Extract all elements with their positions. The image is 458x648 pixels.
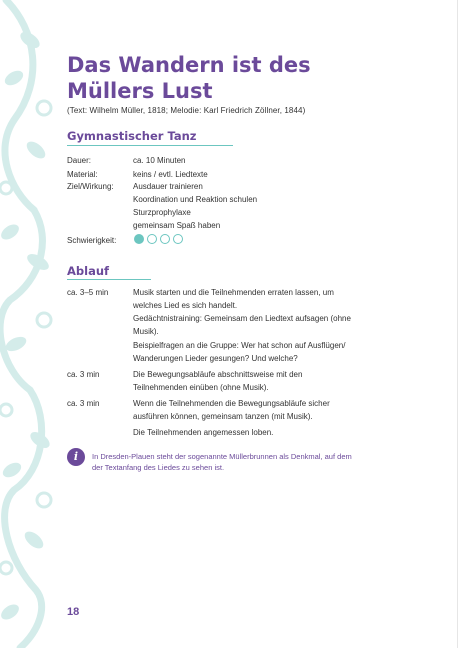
step-text-line: Die Teilnehmenden angemessen loben. — [133, 428, 274, 437]
info-value-goal-3: Sturzprophylaxe — [133, 208, 191, 217]
step-text-line: Wenn die Teilnehmenden die Bewegungsabläufe sicher — [133, 399, 330, 408]
info-icon: i — [67, 448, 85, 466]
step-text-line: Beispielfragen an die Gruppe: Wer hat schon auf Ausflügen/ — [133, 341, 346, 350]
tip-text-line: der Textanfang des Liedes zu sehen ist. — [92, 463, 225, 472]
title-line-1: Das Wandern ist des — [67, 53, 311, 77]
page-title — [67, 52, 397, 104]
tip-text-line: In Dresden-Plauen steht der sogenannte Müllerbrunnen als Denkmal, auf dem — [92, 452, 352, 461]
info-value-goal-1: Ausdauer trainieren — [133, 182, 203, 191]
step-text-line: Teilnehmenden einüben (ohne Musik). — [133, 383, 269, 392]
step-text-line: Musik starten und die Teilnehmenden erraten lassen, um — [133, 288, 334, 297]
info-value-material: keins / evtl. Liedtexte — [133, 170, 208, 179]
difficulty-dot-filled — [134, 234, 144, 244]
step-text-line: Wanderungen Lieder gesungen? Und welche? — [133, 354, 298, 363]
info-label-material: Material: — [67, 170, 98, 179]
song-credit: (Text: Wilhelm Müller, 1818; Melodie: Karl Friedrich Zöllner, 1844) — [67, 106, 306, 115]
section-divider — [67, 145, 233, 146]
info-value-goal-4: gemeinsam Spaß haben — [133, 221, 221, 230]
difficulty-dot-empty — [160, 234, 170, 244]
title-line-2: Müllers Lust — [67, 79, 213, 103]
info-label-goal: Ziel/Wirkung: — [67, 182, 114, 191]
step-text-line: ausführen können, gemeinsam tanzen (mit Musik). — [133, 412, 313, 421]
info-label-duration: Dauer: — [67, 156, 92, 165]
info-value-goal-2: Koordination und Reaktion schulen — [133, 195, 258, 204]
floral-ornament — [0, 0, 60, 648]
step-text-line: welches Lied es sich handelt. — [133, 301, 238, 310]
step-text-line: Musik). — [133, 327, 159, 336]
difficulty-dot-empty — [173, 234, 183, 244]
info-value-duration: ca. 10 Minuten — [133, 156, 186, 165]
step-time: ca. 3 min — [67, 370, 100, 379]
step-time: ca. 3–5 min — [67, 288, 109, 297]
section-divider — [67, 279, 151, 280]
step-text-line: Die Bewegungsabläufe abschnittsweise mit den — [133, 370, 303, 379]
section-heading-gymnastic-dance: Gymnastischer Tanz — [67, 129, 197, 143]
step-text-line: Gedächtnistraining: Gemeinsam den Liedtext aufsagen (ohne — [133, 314, 351, 323]
section-heading-procedure: Ablauf — [67, 264, 110, 278]
step-time: ca. 3 min — [67, 399, 100, 408]
difficulty-rating — [134, 234, 183, 244]
difficulty-label: Schwierigkeit: — [67, 236, 117, 245]
page-number: 18 — [67, 606, 80, 618]
difficulty-dot-empty — [147, 234, 157, 244]
